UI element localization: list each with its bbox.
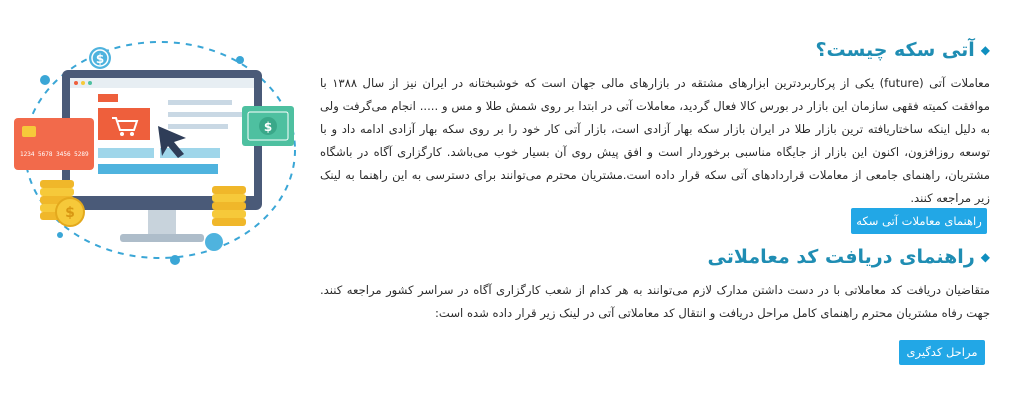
screen-line bbox=[168, 100, 232, 105]
section-paragraph: متقاضیان دریافت کد معاملاتی با در دست داشتن مدارک لازم می‌توانند به هر کدام از شعب کارگزاری آگاه در سراسر کشور مراجعه کنند. جهت رفاه مشتریان محترم راهنمای کامل مراحل دریافت و انتقال کد معاملاتی آتی در لینک زیر قرار داده شده است: bbox=[320, 283, 990, 320]
decor-dot bbox=[40, 75, 50, 85]
section-trading-code-guide bbox=[320, 243, 990, 325]
section-title: راهنمای دریافت کد معاملاتی bbox=[707, 246, 975, 268]
chevron-bullet-icon: ◆ bbox=[980, 43, 990, 57]
coin-futures-guide-button[interactable]: راهنمای معاملات آتی سکه bbox=[851, 208, 987, 234]
dollar-coin-icon bbox=[89, 47, 111, 69]
button-row bbox=[851, 208, 987, 234]
dollar-coin-icon bbox=[56, 198, 84, 226]
coin-stack bbox=[212, 186, 246, 226]
shopping-cart-icon bbox=[98, 108, 150, 140]
svg-text:$: $ bbox=[95, 52, 105, 66]
section-what-is-coin-futures bbox=[320, 36, 990, 210]
section-paragraph: معاملات آتی (future) یکی از پرکاربردترین ابزارهای مشتقه در بازارهای مالی جهان است که خوشبختانه در ایران نیز از سال ۱۳۸۸ با موافقت کمیته فقهی سازمان این بازار در بورس کالا فعال گردید، معاملات آتی در ابتدا بر روی شمش طلا و مس و ..... انجام می‌گرفت ولی به دلیل اینکه ساختاریافته ترین بازار طلا در ایران بازار سکه بهار آزادی است، بازار آتی کار خود را بر روی سکه بهار آزادی ادامه داد و با توسعه روزافزون، اکنون این بازار از جایگاه مناسبی برخوردار است و افق پیش روی آن بسیار خوب می‌باشد. کارگزاری آگاه در باشگاه مشتریان، راهنمای جامعی از معاملات قراردادهای آتی سکه قرار داده است.مشتریان محترم می‌توانند برای دسترسی به این راهنما به لینک زیر مراجعه کنند. bbox=[320, 76, 990, 205]
decor-dot bbox=[57, 232, 63, 238]
section-heading bbox=[320, 36, 990, 64]
screen-line bbox=[168, 124, 228, 129]
screen-block bbox=[98, 94, 118, 102]
decor-dot bbox=[170, 255, 180, 265]
screen-block bbox=[98, 148, 154, 158]
chevron-bullet-icon: ◆ bbox=[980, 250, 990, 264]
ecommerce-illustration bbox=[0, 30, 300, 270]
decor-dot bbox=[236, 56, 244, 64]
banknote-icon bbox=[242, 106, 294, 146]
screen-line bbox=[168, 112, 242, 117]
button-row bbox=[899, 340, 985, 365]
trading-code-steps-button[interactable]: مراحل کدگیری bbox=[899, 340, 985, 365]
svg-text:$: $ bbox=[65, 205, 75, 221]
decor-dot bbox=[205, 233, 223, 251]
screen-block bbox=[98, 164, 218, 174]
screen-block bbox=[160, 148, 220, 158]
svg-text:$: $ bbox=[263, 120, 273, 134]
card-number-text: 1234 5678 3456 5289 bbox=[20, 151, 89, 158]
credit-card-icon bbox=[14, 118, 94, 170]
illustration-svg bbox=[0, 30, 300, 270]
section-heading bbox=[320, 243, 990, 271]
section-title: آتی سکه چیست؟ bbox=[815, 39, 975, 61]
